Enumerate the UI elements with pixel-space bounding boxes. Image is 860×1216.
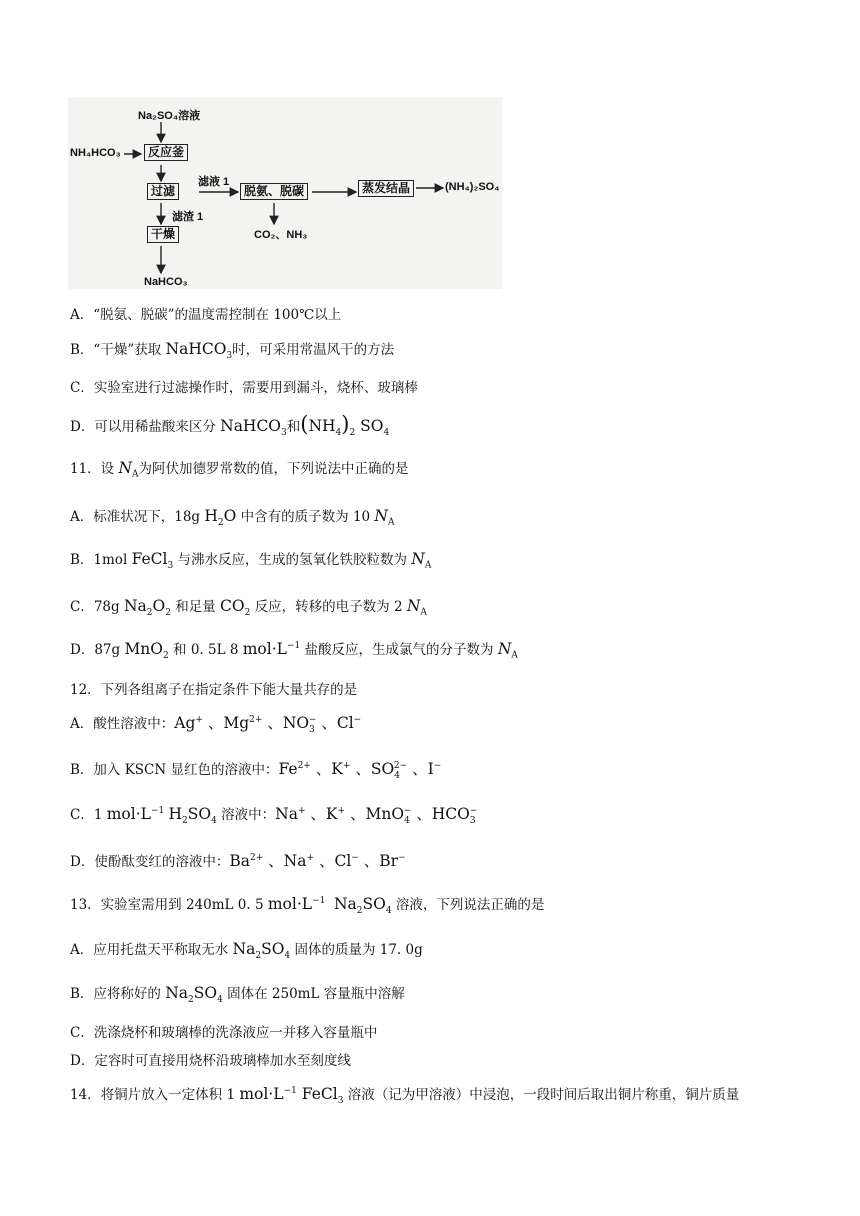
nahco3-output-label: NaHCO₃ bbox=[144, 276, 188, 288]
gas-output-label: CO₂、NH₃ bbox=[254, 229, 308, 241]
filtrate-label: 滤液 1 bbox=[198, 176, 230, 188]
q11-option-b: B．1mol FeCl$_3$ 与沸水反应，生成的氢氧化铁胶粒数为 $N_A$ bbox=[70, 550, 432, 572]
q10-option-c: C．实验室进行过滤操作时，需要用到漏斗，烧杯、玻璃棒 bbox=[70, 380, 418, 396]
nh4hco3-input-label: NH₄HCO₃ bbox=[70, 147, 121, 159]
q12-stem: 12．下列各组离子在指定条件下能大量共存的是 bbox=[70, 682, 358, 698]
process-flowchart bbox=[68, 97, 502, 289]
q10-d-formula2: $(NH_4)_2$ $SO_4$ bbox=[300, 412, 390, 439]
residue-label: 滤渣 1 bbox=[172, 211, 204, 223]
q10-d-and: 和 bbox=[286, 419, 301, 435]
dry-box: 干燥 bbox=[147, 226, 179, 243]
q10-option-b bbox=[70, 338, 394, 361]
product-label: (NH₄)₂SO₄ bbox=[445, 181, 500, 193]
q13-option-a: A．应用托盘天平称取无水 $Na_2SO_4$ 固体的质量为 17. 0g bbox=[70, 940, 423, 962]
q10-b-tail: 时，可采用常温风干的方法 bbox=[232, 342, 395, 358]
q10-option-d bbox=[70, 412, 389, 438]
q13-stem: 13．实验室需用到 240mL 0. 5 $mol\cdot L^{-1}$ $Na_2SO_4$ 溶液，下列说法正确的是 bbox=[70, 895, 545, 917]
q11-option-d: D．87g MnO$_2$ 和 0. 5L 8 $mol\cdot L^{-1}$ 盐酸反应，生成氯气的分子数为 $N_A$ bbox=[70, 640, 518, 662]
reactor-box: 反应釜 bbox=[144, 144, 188, 161]
q12-option-b: B．加入 KSCN 显红色的溶液中：$Fe^{2+}$ 、K+ 、$SO_4^{2-}$ 、I− bbox=[70, 760, 442, 782]
q10-option-a: A．“脱氨、脱碳”的温度需控制在 100℃以上 bbox=[70, 307, 342, 323]
na2so4-input-label: Na₂SO₄溶液 bbox=[138, 110, 201, 122]
q10-b-text: B．“干燥”获取 bbox=[70, 342, 166, 358]
q12-option-c: C．1 $mol\cdot L^{-1}$ $H_2SO_4$ 溶液中：Na+ 、K+ 、MnO$_4$− 、$HCO_3^-$ bbox=[70, 805, 478, 827]
evaporate-box: 蒸发结晶 bbox=[358, 180, 414, 197]
q12-option-a: A．酸性溶液中：Ag+ 、$Mg^{2+}$ 、$NO_3^-$ 、Cl− bbox=[70, 714, 362, 736]
q12-option-d: D．使酚酞变红的溶液中：$Ba^{2+}$ 、Na+ 、Cl− 、Br− bbox=[70, 852, 406, 870]
q13-option-b: B．应将称好的 $Na_2SO_4$ 固体在 250mL 容量瓶中溶解 bbox=[70, 984, 405, 1006]
q11-option-c: C．78g $Na_2O_2$ 和足量 $CO_2$ 反应，转移的电子数为 2 $N_A$ bbox=[70, 597, 427, 619]
filter-box: 过滤 bbox=[147, 183, 179, 200]
q10-d-text: D．可以用稀盐酸来区分 bbox=[70, 419, 221, 435]
q11-stem: 11．设 $N_A$为阿伏加德罗常数的值，下列说法中正确的是 bbox=[70, 459, 409, 480]
q11-option-a: A．标准状况下，18g $H_2O$ 中含有的质子数为 10 $N_A$ bbox=[70, 507, 395, 529]
q14-stem: 14．将铜片放入一定体积 1 $mol\cdot L^{-1}$ FeCl$_3$ 溶液（记为甲溶液）中浸泡，一段时间后取出铜片称重，铜片质量 bbox=[70, 1085, 740, 1107]
q10-d-formula1: NaHCO$_3$ bbox=[220, 417, 287, 439]
q10-b-formula: NaHCO$_3$ bbox=[165, 340, 233, 362]
q13-option-c: C．洗涤烧杯和玻璃棒的洗涤液应一并移入容量瓶中 bbox=[70, 1025, 378, 1041]
deammonia-box: 脱氨、脱碳 bbox=[240, 183, 308, 200]
q13-option-d: D．定容时可直接用烧杯沿玻璃棒加水至刻度线 bbox=[70, 1053, 351, 1069]
